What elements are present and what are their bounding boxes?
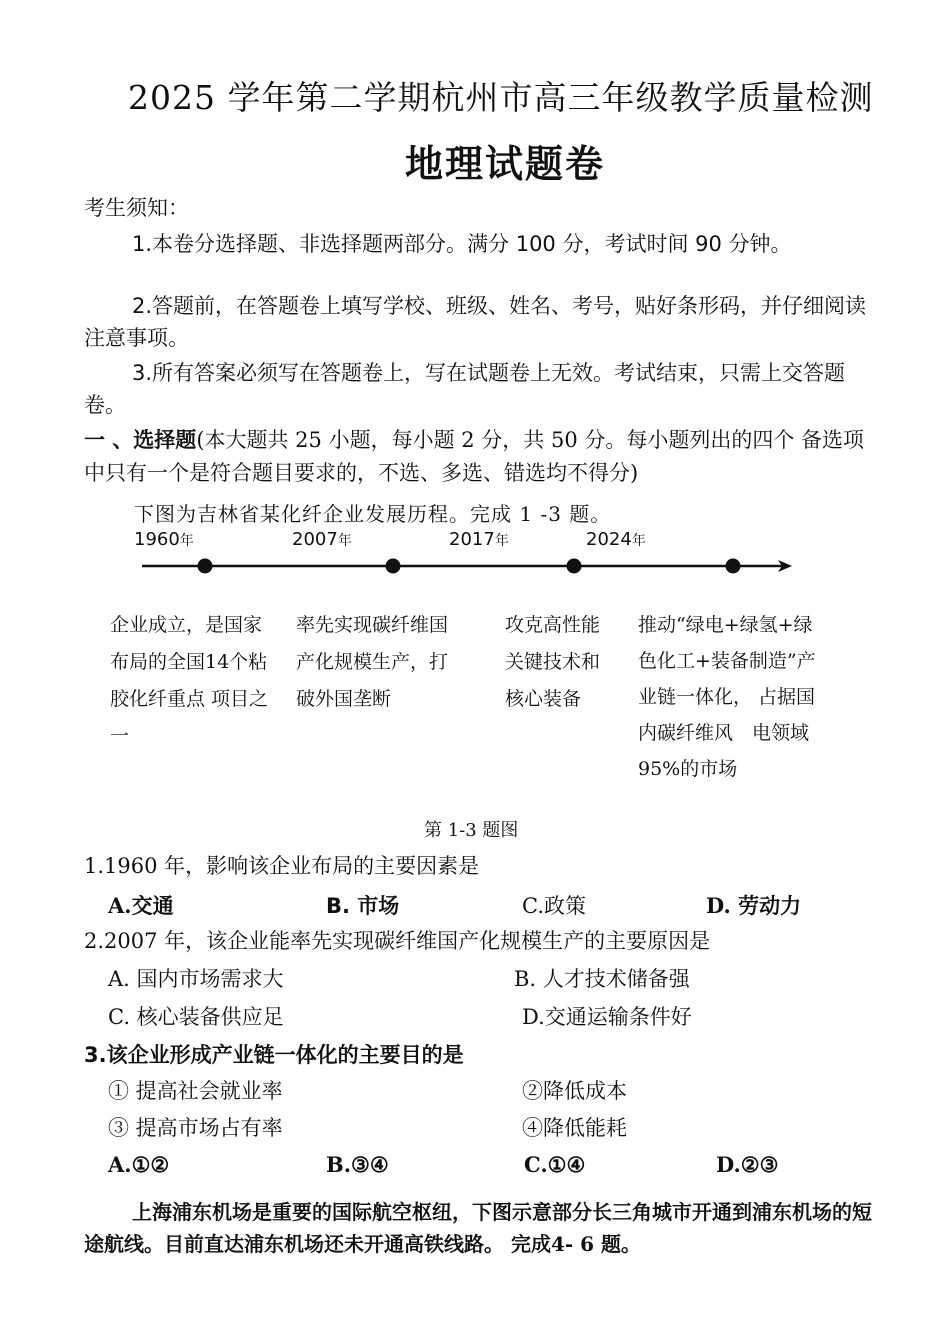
q2-option-a: A. 国内市场需求大 — [108, 967, 284, 991]
q1-option-c: C.政策 — [522, 894, 586, 918]
notice-item-2: 2.答题前，在答题卷上填写学校、班级、姓名、考号，贴好条形码，并仔细阅读注意事项。 — [84, 294, 867, 350]
timeline-event-2007: 率先实现碳纤维国产化规模生产，打破外国垄断 — [296, 614, 449, 710]
q2-option-c: C. 核心装备供应足 — [108, 1005, 284, 1029]
timeline-axis — [0, 550, 950, 584]
q3-option-a: A.①② — [108, 1152, 170, 1177]
timeline-event-2024: 推动“绿电+绿氢+绿色化工+装备制造”产业链一体化， 占据国内碳纤维风 电领域 95%的市场 — [638, 614, 816, 780]
q3-option-b: B.③④ — [326, 1152, 389, 1177]
timeline-event-2017: 攻克高性能关键技术和核心装备 — [505, 614, 601, 710]
q3-stem: 3.该企业形成产业链一体化的主要目的是 — [84, 1043, 464, 1067]
q3-item-4: ④降低能耗 — [522, 1116, 627, 1140]
q4-6-intro: 上海浦东机场是重要的国际航空枢纽，下图示意部分长三角城市开通到浦东机场的短途航线。目前直达浦东机场还未开通高铁线路。 完成4- 6 题。 — [84, 1200, 872, 1256]
exam-title: 地理试题卷 — [404, 142, 605, 186]
exam-header: 2025 学年第二学期杭州市高三年级教学质量检测 — [128, 78, 874, 117]
q1-stem: 1.1960 年，影响该企业布局的主要因素是 — [84, 854, 480, 878]
q3-item-2: ②降低成本 — [522, 1079, 627, 1103]
section-heading — [84, 424, 874, 490]
section-label: 一 、选择题 — [84, 428, 197, 452]
figure-intro: 下图为吉林省某化纤企业发展历程。完成 1 -3 题。 — [134, 502, 612, 526]
q2-stem: 2.2007 年，该企业能率先实现碳纤维国产化规模生产的主要原因是 — [84, 929, 711, 953]
q2-option-d: D.交通运输条件好 — [522, 1005, 692, 1029]
section-desc: (本大题共 25 小题，每小题 2 分，共 50 分。每小题列出的四个 备选项中只有一个是符合题目要求的，不选、多选、错选均不得分) — [84, 428, 865, 485]
notice-item-1: 1.本卷分选择题、非选择题两部分。满分 100 分，考试时间 90 分钟。 — [132, 232, 792, 256]
notice-item-3: 3.所有答案必须写在答题卷上，写在试题卷上无效。考试结束，只需上交答题卷。 — [84, 361, 846, 417]
figure-caption: 第 1-3 题图 — [424, 820, 519, 841]
timeline-year-2007: 2007年 — [292, 529, 352, 550]
timeline-year-2017: 2017年 — [449, 529, 509, 550]
timeline-dot — [198, 559, 213, 574]
timeline-event-1960: 企业成立，是国家布局的全国14个粘胶化纤重点 项目之一 — [110, 614, 269, 747]
timeline-dot — [386, 559, 401, 574]
q3-option-c: C.①④ — [524, 1152, 586, 1177]
q1-option-b: B. 市场 — [326, 894, 400, 918]
q3-option-d: D.②③ — [716, 1152, 779, 1177]
q2-option-b: B. 人才技术储备强 — [514, 967, 690, 991]
timeline-dot — [567, 559, 582, 574]
timeline-dot — [726, 559, 741, 574]
notice-heading: 考生须知： — [84, 196, 189, 220]
timeline-year-2024: 2024年 — [586, 529, 646, 550]
timeline-year-1960: 1960年 — [134, 529, 194, 550]
q3-item-1: ① 提高社会就业率 — [108, 1079, 283, 1103]
q1-option-d: D. 劳动力 — [706, 893, 802, 918]
q3-item-3: ③ 提高市场占有率 — [108, 1116, 283, 1140]
q1-option-a: A.交通 — [108, 893, 174, 918]
